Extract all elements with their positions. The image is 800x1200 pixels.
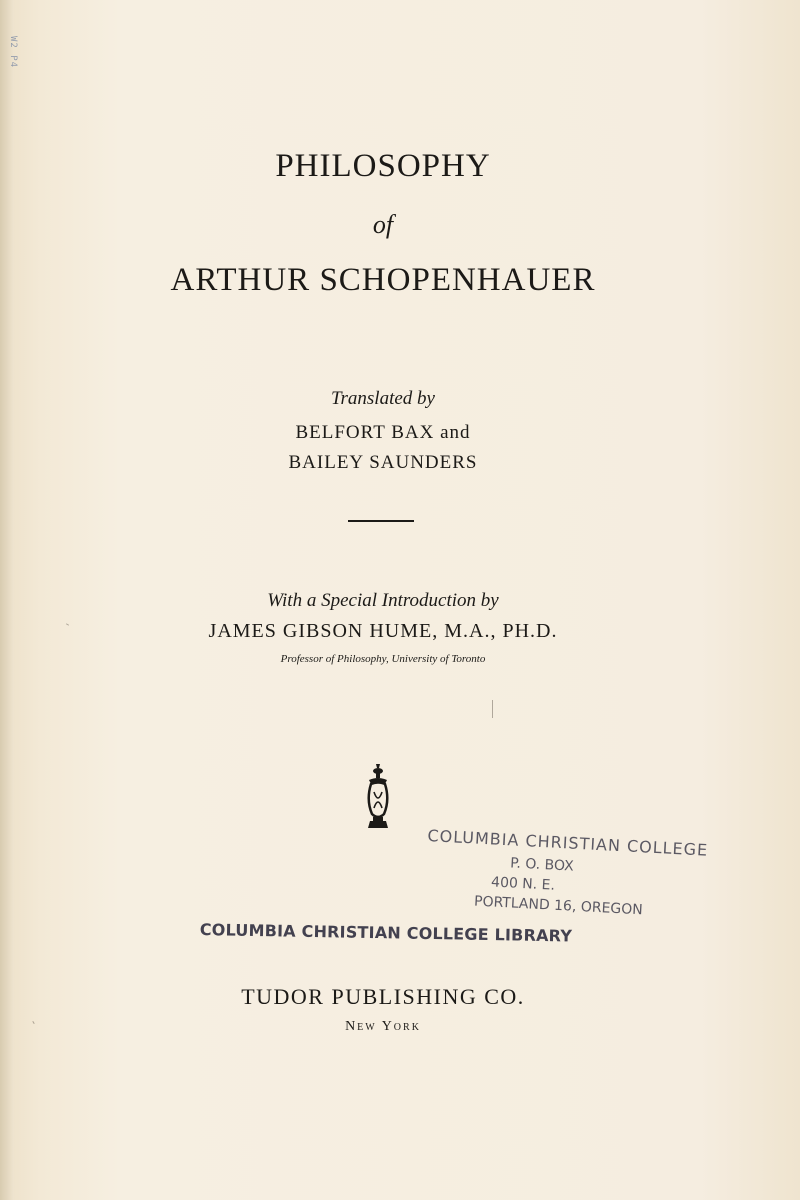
stamp-line3: 400 N. E.	[490, 874, 556, 894]
paper-speck	[492, 700, 493, 718]
translator-line2: BAILEY SAUNDERS	[288, 452, 478, 473]
translated-by-label: Translated by	[331, 388, 435, 409]
introduction-author-role: Professor of Philosophy, University of Toronto	[280, 653, 486, 665]
publisher-name: TUDOR PUBLISHING CO.	[241, 984, 525, 1009]
pencil-mark: W2 P4	[8, 36, 18, 69]
book-title-line2: of	[372, 210, 394, 239]
translator-line1: BELFORT BAX and	[295, 422, 471, 443]
stamp-line4: PORTLAND 16, OREGON	[473, 893, 644, 919]
book-title-line3: ARTHUR SCHOPENHAUER	[170, 262, 596, 298]
library-stamp: COLUMBIA CHRISTIAN COLLEGE LIBRARY	[199, 920, 573, 946]
introduction-label: With a Special Introduction by	[267, 590, 499, 611]
lamp-emblem-icon	[363, 762, 393, 832]
book-title-line1: PHILOSOPHY	[275, 148, 491, 184]
college-address-stamp	[424, 826, 728, 923]
stamp-line1: COLUMBIA CHRISTIAN COLLEGE	[427, 826, 709, 860]
divider-rule	[348, 520, 414, 522]
publisher-city: New York	[345, 1019, 421, 1034]
introduction-author: JAMES GIBSON HUME, M.A., PH.D.	[208, 620, 558, 642]
stamp-line2: P. O. BOX	[509, 855, 575, 875]
